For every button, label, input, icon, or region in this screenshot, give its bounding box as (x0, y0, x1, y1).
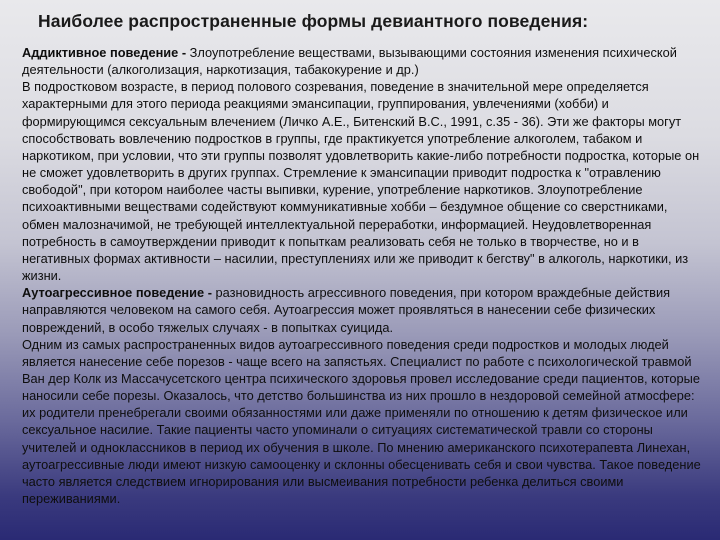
addictive-details-paragraph: В подростковом возрасте, в период полового созревания, поведение в значительной мере определяется характерными для этого периода реакциями эмансипации, группирования, увлечениями (хобби) и формирующимся сексуальным влечением (Личко А.Е., Битенский В.С., 1991, с.35 - 36). Эти же факторы могут способствовать вовлечению подростков в группы, где практикуется употребление алкоголем, табаком и наркотиком, при условии, что эти группы позволят удовлетворить какие-либо потребности подростка, которые он не сможет удовлетворить в других группах. Стремление к эмансипации приводит подростка к "отравлению свободой", при котором наиболее часты выпивки, курение, употребление наркотиков. Злоупотребление психоактивными веществами содействуют коммуникативные хобби – бездумное общение со сверстниками, обмен малозначимой, не требующей интеллектуальной переработки, информацией. Неудовлетворенная потребность в самоутверждении приводит к попыткам реализовать себя не только в творчестве, но и в негативных формах активности – насилии, преступлениях или же приводит к бегству" в алкоголь, наркотики, из жизни. (22, 79, 700, 284)
autoaggressive-term: Аутоагрессивное поведение - (22, 285, 212, 301)
addictive-definition: Злоупотребление веществами, вызывающими состояния изменения психической деятельности (алкоголизация, наркотизация, табакокурение и др.) (22, 45, 677, 78)
addictive-definition-paragraph (22, 44, 708, 78)
autoaggressive-definition-paragraph (22, 284, 708, 335)
autoaggressive-definition: разновидность агрессивного поведения, при котором враждебные действия направляются человеком на самого себя. Аутоагрессия может проявляться в нанесении себе физических повреждений, в особо тяжелых случаях - в попытках суицида. (22, 285, 671, 335)
addictive-term: Аддиктивное поведение - (22, 45, 187, 60)
autoaggressive-details-paragraph: Одним из самых распространенных видов аутоагрессивного поведения среди подростков и молодых людей является нанесение себе порезов - чаще всего на запястьях. Специалист по работе с психологической травмой Ван дер Колк из Массачусетского центра психического здоровья провел исследование среди пациентов, которые наносили себе порезы. Оказалось, что детство большинства из них прошло в нездоровой семейной атмосфере: их родители пренебрегали своими обязанностями или даже применяли по отношению к детям физическое или сексуальное насилие. Такие пациенты часто упоминали о ситуациях систематической травли со стороны учителей и одноклассников в период их обучения в школе. По мнению американского психотерапевта Линехан, аутоагрессивные люди имеют низкую самооценку и склонны обесценивать себя и свои чувства. Такое поведение часто является следствием игнорирования или высмеивания потребности ребенка делиться своими переживаниями. (22, 336, 701, 507)
slide-body (22, 44, 708, 507)
slide-title: Наиболее распространенные формы девиантного поведения: (38, 11, 589, 31)
